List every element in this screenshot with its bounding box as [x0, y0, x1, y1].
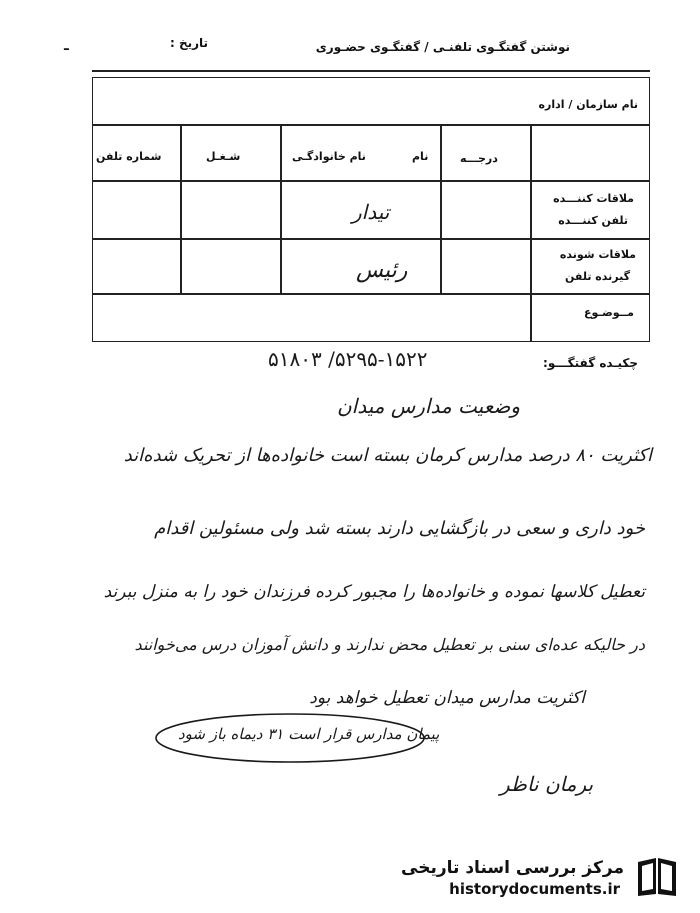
form-col-rule — [530, 124, 532, 342]
handwriting-line-2: اکثریت ۸۰ درصد مدارس کرمان بسته است خانواده‌ها از تحریک شده‌اند — [123, 445, 652, 466]
form-rule — [92, 238, 650, 240]
visitor-signature: تیدار — [352, 200, 390, 224]
org-label: نام سازمان / اداره — [538, 98, 638, 111]
handwriting-line-4: تعطیل کلاسها نموده و خانواده‌ها را مجبور کرده فرزندان خود را به منزل ببرند — [103, 582, 645, 602]
form-col-rule — [280, 124, 282, 294]
row-visitor-1: ملاقات کننـــده — [553, 192, 634, 205]
margin-mark: ـ — [64, 38, 69, 54]
summary-label: چکیـده گفتگـــو: — [543, 356, 638, 370]
form-col-rule — [440, 124, 442, 294]
footer-url: historydocuments.ir — [449, 880, 620, 898]
handwriting-line-3: خود داری و سعی در بازگشایی دارند بسته شد ولی مسئولین اقدام — [154, 518, 645, 539]
handwriting-line-5: در حالیکه عده‌ای سنی بر تعطیل محض ندارند و دانش آموزان درس می‌خوانند — [134, 635, 645, 654]
row-visited-2: گیرنده تلفن — [565, 270, 630, 283]
handwriting-line-6: اکثریت مدارس میدان تعطیل خواهد بود — [309, 688, 585, 708]
col-rank: درجـــه — [460, 152, 498, 165]
footer-site-name: مرکز بررسی اسناد تاریخی — [401, 858, 624, 878]
form-rule — [92, 293, 650, 295]
form-col-rule — [180, 124, 182, 294]
form-title: نوشتن گفتگـوی تلفنـی / گفتگـوی حضـوری — [315, 40, 570, 54]
visited-signature: رئیس — [356, 258, 408, 283]
col-phone: شماره تلفن — [96, 150, 162, 163]
handwriting-line-1: وضعیت مدارس میدان — [336, 394, 520, 418]
signature: برمان ناظر — [500, 772, 594, 796]
row-visited-1: ملاقات شونده — [559, 248, 636, 261]
col-family: نام خانوادگـی — [292, 150, 366, 163]
row-subject: مــوضـوع — [583, 306, 634, 319]
circled-note: پیمان مدارس قرار است ۳۱ دیماه باز شود — [178, 725, 440, 743]
date-label: تاریخ : — [170, 36, 209, 50]
row-visitor-2: تلفن کننـــده — [558, 214, 628, 227]
form-rule — [92, 124, 650, 126]
form-rule — [92, 180, 650, 182]
col-name: نام — [412, 150, 429, 163]
form-top-rule — [92, 70, 650, 72]
col-job: شـغـل — [206, 150, 241, 163]
summary-code: ۵۲۹۵-۱۵۲۲/ ۵۱۸۰۳ — [268, 347, 428, 371]
book-logo-icon — [632, 852, 682, 900]
